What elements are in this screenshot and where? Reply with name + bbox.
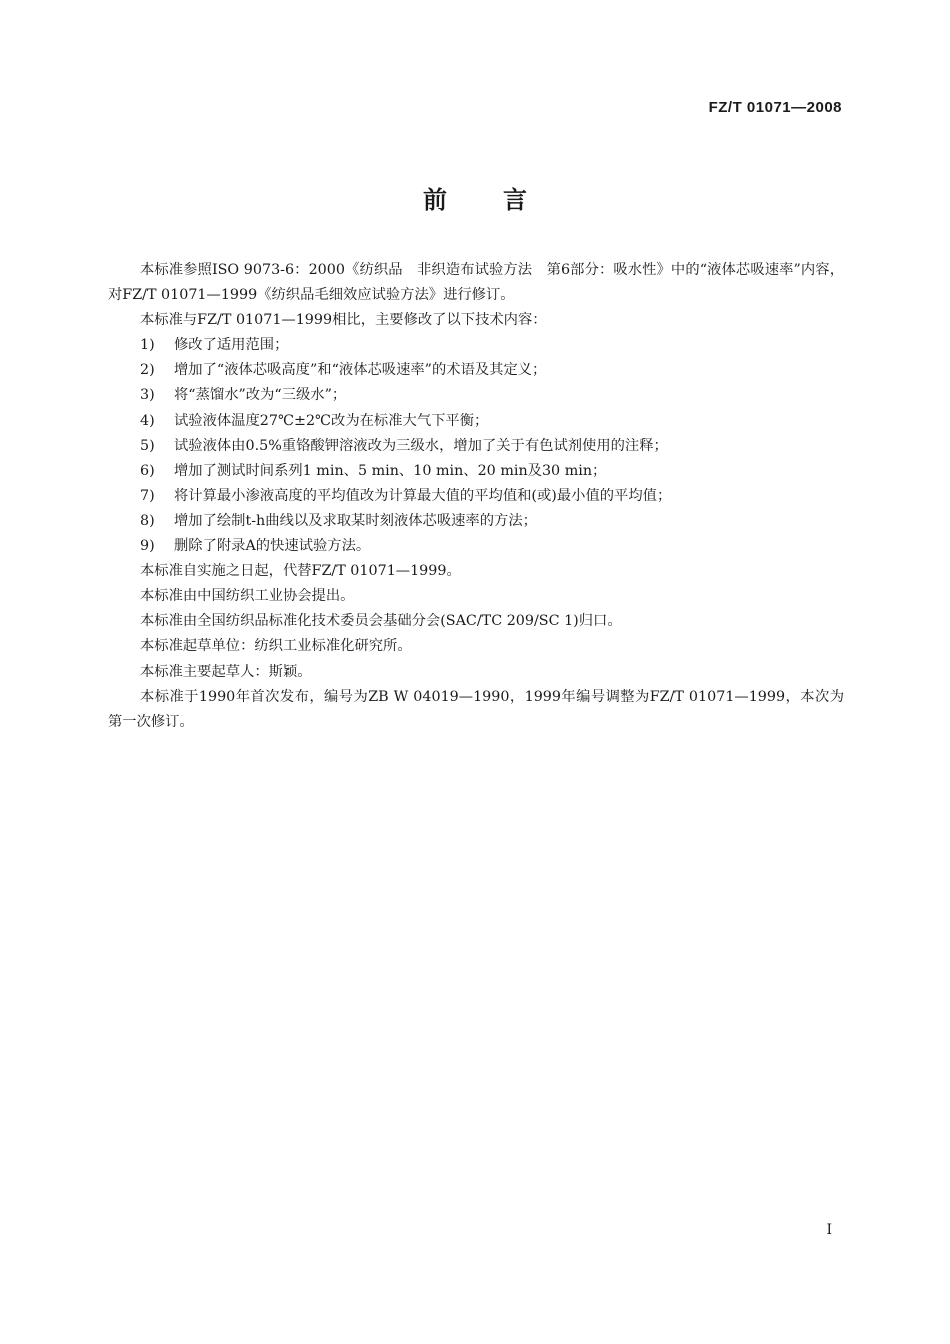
paragraph: 本标准主要起草人：斯颖。 (140, 663, 312, 680)
list-item-number: 1) (140, 337, 155, 354)
list-item-number: 9) (140, 538, 155, 555)
list-item-text: 增加了绘制t-h曲线以及求取某时刻液体芯吸速率的方法； (174, 512, 537, 529)
paragraph: 本标准于1990年首次发布，编号为ZB W 04019—1990，1999年编号调整为FZ/T 01071—1999，本次为第一次修订。 (108, 688, 844, 730)
list-item (108, 333, 844, 358)
list-item-number: 8) (140, 512, 155, 529)
list-item-text: 增加了“液体芯吸高度”和“液体芯吸速率”的术语及其定义； (174, 362, 547, 379)
list-item (108, 409, 844, 434)
list-item (108, 484, 844, 509)
list-item-number: 3) (140, 387, 155, 404)
paragraph: 本标准由中国纺织工业协会提出。 (140, 588, 355, 605)
page-title: 前言 (423, 186, 583, 214)
foreword-body (108, 258, 844, 735)
paragraph: 本标准由全国纺织品标准化技术委员会基础分会(SAC/TC 209/SC 1)归口。 (140, 613, 622, 630)
list-item (108, 434, 844, 459)
list-item (108, 383, 844, 408)
list-item (108, 534, 844, 559)
list-item (108, 509, 844, 534)
list-item-number: 5) (140, 437, 155, 454)
list-item-number: 4) (140, 412, 155, 429)
standard-number: FZ/T 01071—2008 (708, 99, 842, 116)
list-item-text: 试验液体温度27℃±2℃改为在标准大气下平衡； (174, 412, 489, 429)
paragraph: 本标准自实施之日起，代替FZ/T 01071—1999。 (140, 563, 461, 580)
list-item-number: 7) (140, 487, 155, 504)
list-item-number: 6) (140, 462, 155, 479)
list-item (108, 358, 844, 383)
paragraph: 本标准起草单位：纺织工业标准化研究所。 (140, 638, 412, 655)
list-item-text: 删除了附录A的快速试验方法。 (174, 538, 371, 555)
list-item-text: 将计算最小渗液高度的平均值改为计算最大值的平均值和(或)最小值的平均值； (174, 487, 672, 504)
page-number: I (826, 1222, 832, 1238)
list-item-text: 增加了测试时间系列1 min、5 min、10 min、20 min及30 min； (174, 462, 607, 479)
paragraph: 本标准参照ISO 9073-6：2000《纺织品 非织造布试验方法 第6部分：吸水性》中的“液体芯吸速率”内容，对FZ/T 01071—1999《纺织品毛细效应试验方法》进行修订。 (108, 262, 844, 304)
list-item-text: 修改了适用范围； (174, 337, 289, 354)
list-item-text: 将“蒸馏水”改为“三级水”； (174, 387, 347, 404)
list-item (108, 459, 844, 484)
list-item-text: 试验液体由0.5%重铬酸钾溶液改为三级水，增加了关于有色试剂使用的注释； (174, 437, 668, 454)
list-item-number: 2) (140, 362, 155, 379)
paragraph: 本标准与FZ/T 01071—1999相比，主要修改了以下技术内容： (140, 312, 547, 329)
